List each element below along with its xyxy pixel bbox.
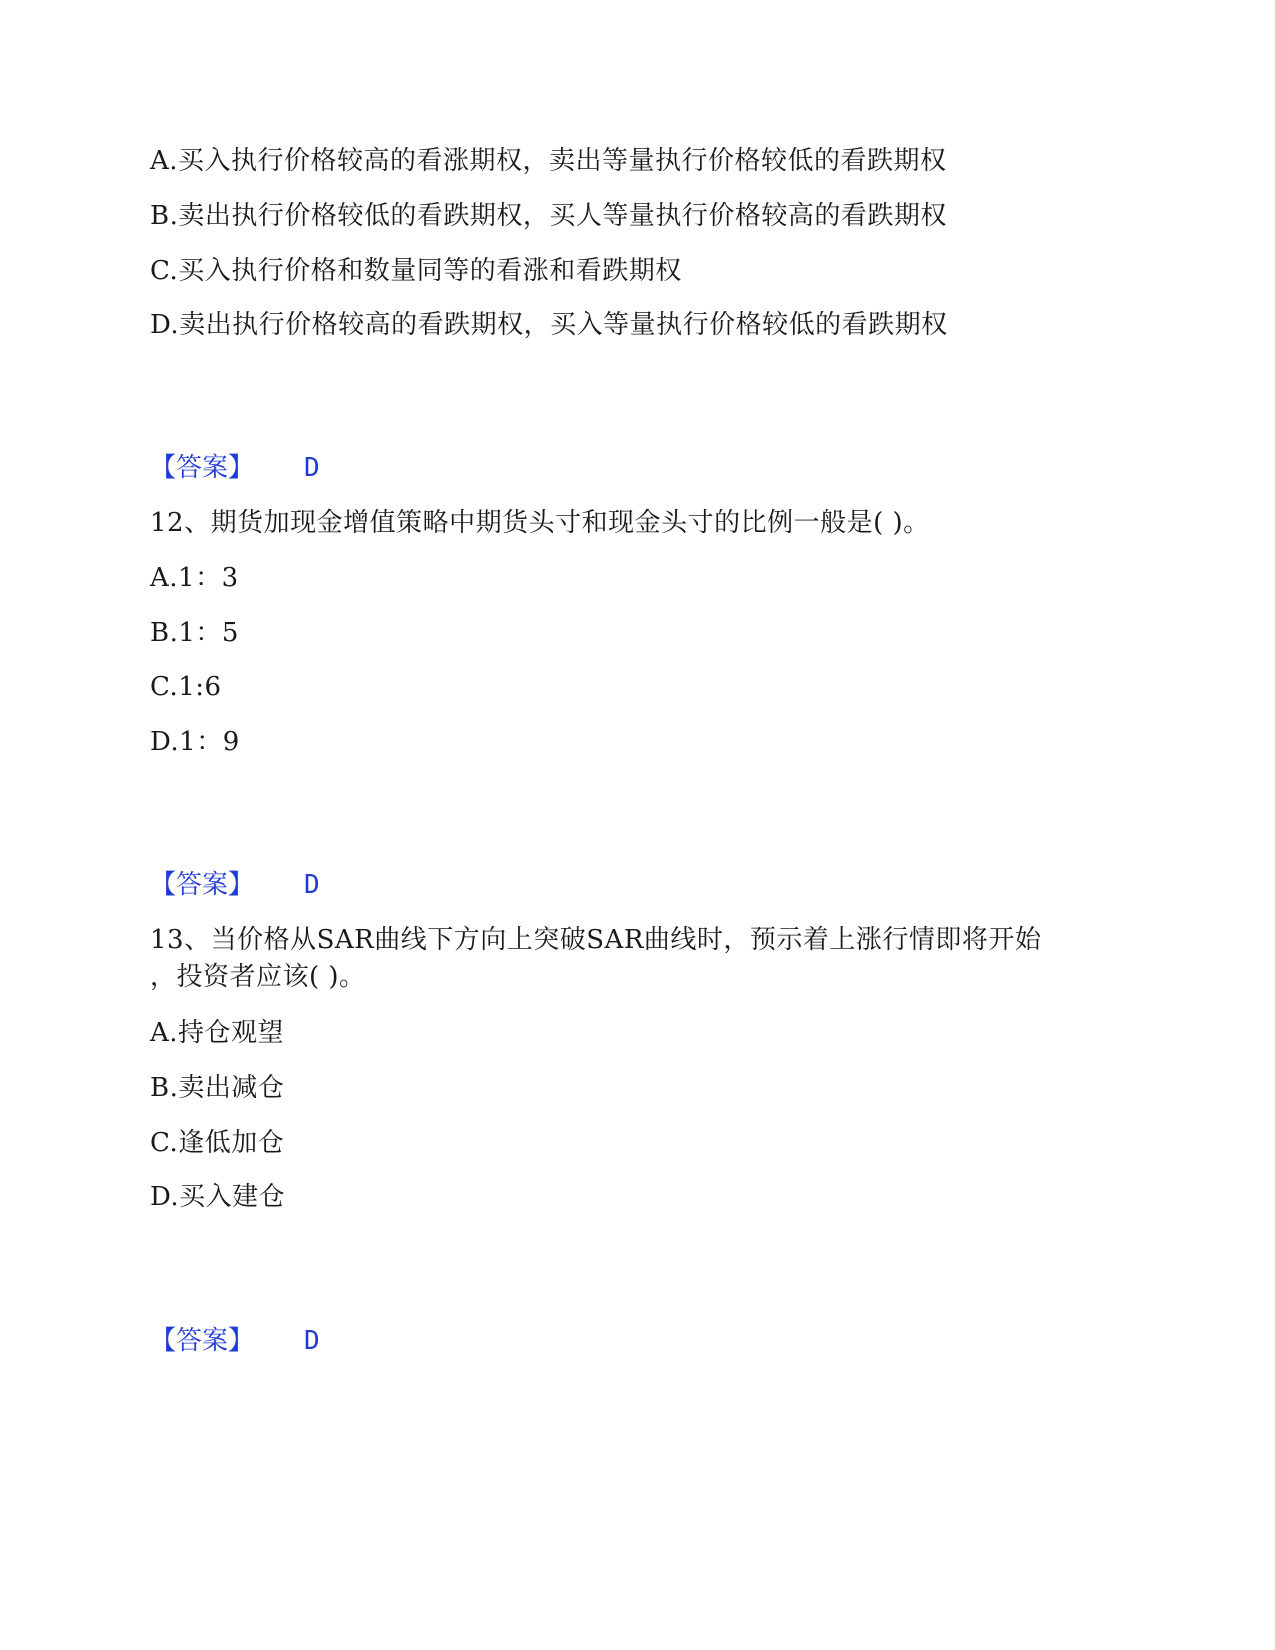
answer-value: D [304, 1326, 320, 1356]
q12-question: 12、期货加现金增值策略中期货头寸和现金头寸的比例一般是( )。 [150, 508, 930, 538]
q13-question-line-2: ，投资者应该( )。 [150, 962, 366, 992]
q11-option-b: B.卖出执行价格较低的看跌期权，买人等量执行价格较高的看跌期权 [150, 201, 947, 231]
answer-value: D [304, 453, 320, 483]
q12-option-c: C.1:6 [150, 672, 222, 702]
q11-answer [150, 452, 320, 484]
q13-option-a: A.持仓观望 [150, 1018, 285, 1048]
q12-answer [150, 869, 320, 901]
q12-option-b: B.1：5 [150, 618, 239, 648]
answer-label: 【答案】 [150, 870, 255, 900]
q13-option-b: B.卖出减仓 [150, 1073, 285, 1103]
q11-option-c: C.买入执行价格和数量同等的看涨和看跌期权 [150, 256, 682, 286]
q13-answer [150, 1325, 320, 1357]
q12-option-a: A.1：3 [150, 563, 239, 593]
q13-option-d: D.买入建仓 [150, 1182, 286, 1212]
q11-option-d: D.卖出执行价格较高的看跌期权，买入等量执行价格较低的看跌期权 [150, 310, 948, 340]
q11-option-a: A.买入执行价格较高的看涨期权，卖出等量执行价格较低的看跌期权 [150, 146, 947, 176]
q12-option-d: D.1：9 [150, 727, 240, 757]
answer-value: D [304, 870, 320, 900]
answer-label: 【答案】 [150, 1326, 255, 1356]
q13-option-c: C.逢低加仓 [150, 1128, 285, 1158]
answer-label: 【答案】 [150, 453, 255, 483]
q13-question-line-1: 13、当价格从SAR曲线下方向上突破SAR曲线时，预示着上涨行情即将开始 [150, 925, 1042, 955]
